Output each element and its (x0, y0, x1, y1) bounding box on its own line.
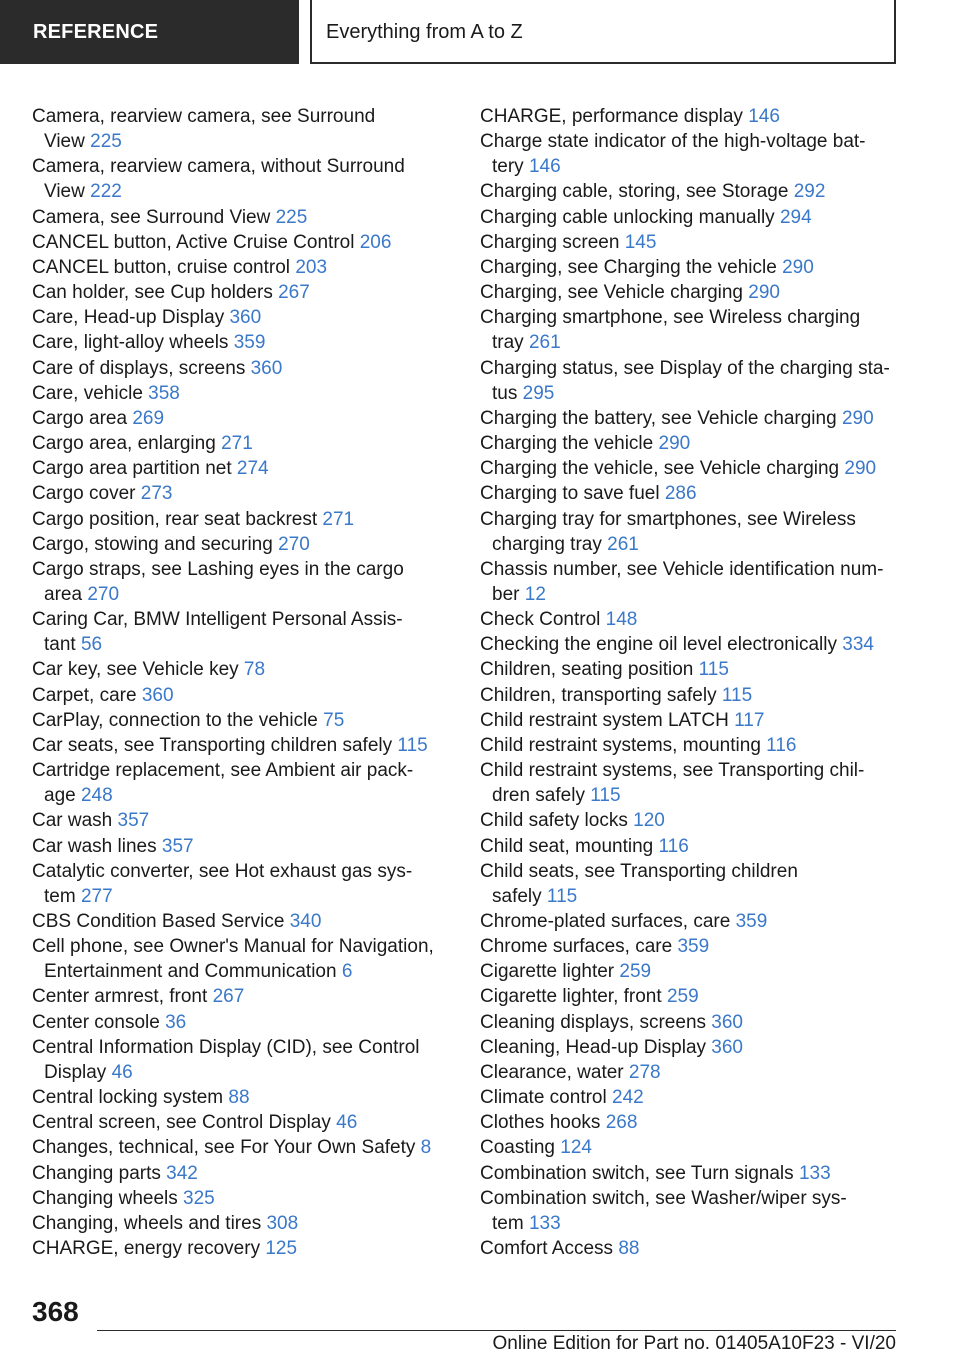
index-entry (480, 607, 900, 632)
index-entry-text: Car wash (32, 810, 113, 832)
index-entry-text: Charge state indicator of the high-voltage bat- (480, 131, 866, 153)
index-entry-continuation (32, 129, 442, 154)
page-link[interactable]: 242 (612, 1087, 644, 1109)
index-entry-text: Comfort Access (480, 1238, 614, 1260)
index-entry (32, 456, 442, 481)
index-entry-text: Charging, see Vehicle charging (480, 282, 744, 304)
index-entry-text: CHARGE, performance display (480, 106, 743, 127)
index-entry (32, 758, 442, 783)
index-entry-text: Charging screen (480, 231, 620, 253)
index-entry (32, 255, 442, 280)
index-entry-continuation (480, 884, 900, 909)
page-link[interactable]: 115 (546, 885, 578, 907)
index-entry-text: safely (492, 885, 542, 907)
page-link[interactable]: 78 (243, 659, 266, 681)
index-entry-text: Changes, technical, see For Your Own Safety (32, 1137, 416, 1159)
index-entry-text: Charging the vehicle, see Vehicle charging (480, 458, 840, 480)
index-entry-text: Children, seating position (480, 659, 694, 681)
index-entry-text: Cell phone, see Owner's Manual for Navigation, (32, 936, 434, 958)
index-entry-text: CarPlay, connection to the vehicle (32, 709, 318, 731)
index-entry-continuation (480, 582, 900, 607)
index-entry-continuation (480, 1211, 900, 1236)
index-entry (480, 305, 900, 330)
index-entry-text: Cargo cover (32, 483, 136, 505)
page-link[interactable]: 248 (80, 785, 113, 807)
index-entry-text: Clearance, water (480, 1061, 624, 1083)
page-link[interactable]: 290 (844, 458, 877, 480)
page-link[interactable]: 46 (111, 1061, 133, 1083)
page-link[interactable]: 8 (420, 1137, 432, 1159)
index-entry-text: Can holder, see Cup holders (32, 282, 273, 304)
page-link[interactable]: 325 (183, 1187, 215, 1209)
index-entry-continuation (32, 884, 442, 909)
page-link[interactable]: 148 (605, 609, 638, 631)
index-entry (32, 205, 442, 230)
page-link[interactable]: 270 (87, 583, 120, 605)
index-entry-text: Chrome-plated surfaces, care (480, 911, 731, 932)
page-link[interactable]: 56 (80, 634, 103, 656)
index-entry-text: Cargo area partition net (32, 458, 232, 480)
index-entry-text: Combination switch, see Turn signals (480, 1162, 794, 1184)
index-entry-continuation (32, 1060, 442, 1085)
index-entry-text: Charging smartphone, see Wireless charging (480, 307, 861, 329)
index-entry-text: Central Information Display (CID), see Control (32, 1036, 420, 1058)
index-entry-text: tant (44, 634, 76, 656)
index-entry-text: Center armrest, front (32, 986, 208, 1008)
page-link[interactable]: 261 (528, 332, 561, 354)
index-entry-text: Catalytic converter, see Hot exhaust gas sys- (32, 860, 413, 882)
index-entry-text: Check Control (480, 609, 601, 631)
index-entry (480, 1010, 900, 1035)
index-entry-text: Cargo straps, see Lashing eyes in the cargo (32, 558, 404, 580)
page-link[interactable]: 259 (666, 986, 699, 1008)
index-entry-continuation (480, 783, 900, 808)
index-entry-text: Camera, rearview camera, without Surround (32, 156, 405, 178)
index-entry (480, 1060, 900, 1085)
index-entry-text: Clothes hooks (480, 1112, 601, 1134)
page-link[interactable]: 267 (278, 282, 310, 304)
index-entry-text: Charging the battery, see Vehicle charging (480, 407, 837, 429)
index-entry (480, 255, 900, 280)
index-entry-text: Car key, see Vehicle key (32, 659, 239, 681)
page-link[interactable]: 75 (323, 709, 345, 731)
index-entry-text: Coasting (480, 1137, 555, 1159)
index-entry (32, 305, 442, 330)
index-entry (32, 532, 442, 557)
index-entry (32, 984, 442, 1009)
index-entry (32, 1135, 442, 1160)
page-link[interactable]: 267 (212, 986, 245, 1008)
page-link[interactable]: 290 (782, 256, 814, 278)
page-link[interactable]: 6 (341, 961, 353, 983)
page-link[interactable]: 277 (80, 885, 113, 907)
index-entry-text: CANCEL button, cruise control (32, 256, 291, 278)
page-link[interactable]: 124 (560, 1137, 592, 1159)
index-entry (480, 481, 900, 506)
page-link[interactable]: 116 (658, 835, 689, 857)
page-link[interactable]: 357 (117, 810, 150, 832)
index-entry (32, 1035, 442, 1060)
index-entry (480, 280, 900, 305)
page-link[interactable]: 358 (148, 382, 180, 404)
index-entry-text: area (44, 583, 83, 605)
page-link[interactable]: 360 (711, 1036, 743, 1058)
index-entry (32, 909, 442, 934)
footer-edition: Online Edition for Part no. 01405A10F23 - VI/20 (492, 1333, 896, 1354)
page-link[interactable]: 115 (590, 785, 621, 807)
index-entry (480, 406, 900, 431)
page-link[interactable]: 203 (295, 256, 328, 278)
index-entry-continuation (32, 959, 442, 984)
page-link[interactable]: 115 (698, 659, 729, 681)
index-entry (480, 456, 900, 481)
index-entry (480, 834, 900, 859)
page-link[interactable]: 294 (779, 206, 812, 228)
index-entry (32, 733, 442, 758)
index-entry (480, 205, 900, 230)
page-link[interactable]: 359 (735, 911, 768, 932)
page-link[interactable]: 340 (289, 911, 322, 932)
index-entry-text: Cargo area (32, 407, 128, 429)
page-link[interactable]: 116 (766, 734, 797, 756)
page-title: Everything from A to Z (310, 0, 896, 64)
index-entry (32, 1161, 442, 1186)
index-entry-text: Child restraint systems, see Transporting chil- (480, 760, 865, 782)
index-entry-text: Charging cable unlocking manually (480, 206, 775, 228)
index-entry (32, 557, 442, 582)
index-entry (32, 280, 442, 305)
index-entry-text: Care of displays, screens (32, 357, 246, 379)
index-entry-text: CANCEL button, Active Cruise Control (32, 231, 355, 253)
index-entry-text: Changing parts (32, 1162, 161, 1184)
index-entry (480, 934, 900, 959)
page-link[interactable]: 46 (336, 1112, 358, 1134)
index-entry (32, 683, 442, 708)
page-link[interactable]: 292 (793, 181, 826, 203)
index-entry-text: Child restraint system LATCH (480, 709, 729, 731)
index-entry-text: Chrome surfaces, care (480, 936, 673, 958)
page-link[interactable]: 274 (236, 458, 269, 480)
index-entry-text: Child seat, mounting (480, 835, 654, 857)
index-entry (32, 1085, 442, 1110)
index-entry-text: Cleaning displays, screens (480, 1011, 707, 1033)
index-entry-text: ber (492, 583, 520, 605)
index-entry (480, 1110, 900, 1135)
index-entry-text: Cargo, stowing and securing (32, 533, 273, 555)
page-number: 368 (32, 1296, 79, 1327)
index-entry-text: Chassis number, see Vehicle identification num- (480, 558, 884, 580)
index-entry-text: tus (492, 382, 518, 404)
index-entry-text: Entertainment and Communication (44, 961, 337, 983)
page-link[interactable]: 271 (322, 508, 355, 530)
page-link[interactable]: 286 (664, 483, 697, 505)
index-entry-text: Changing, wheels and tires (32, 1212, 262, 1234)
index-entry (32, 330, 442, 355)
index-entry-continuation (32, 179, 442, 204)
index-entry-text: Child seats, see Transporting children (480, 860, 798, 882)
index-entry-text: dren safely (492, 785, 585, 807)
index-entry (32, 507, 442, 532)
index-entry-text: tem (44, 885, 76, 907)
index-entry (32, 934, 442, 959)
index-entry-text: Cartridge replacement, see Ambient air pack- (32, 760, 414, 782)
index-entry (480, 984, 900, 1009)
page-link[interactable]: 359 (233, 332, 266, 354)
index-entry (480, 959, 900, 984)
index-entry-continuation (32, 632, 442, 657)
index-entry-text: Charging cable, storing, see Storage (480, 181, 789, 203)
index-entry-text: age (44, 785, 76, 807)
index-entry (480, 1186, 900, 1211)
index-entry (32, 1110, 442, 1135)
index-entry-text: Charging the vehicle (480, 433, 654, 455)
index-entry (32, 381, 442, 406)
index-entry (480, 129, 900, 154)
index-entry (32, 154, 442, 179)
index-entry-text: Child restraint systems, mounting (480, 734, 761, 756)
index-entry (480, 104, 900, 129)
index-entry-text: Children, transporting safely (480, 684, 717, 706)
index-entry (480, 1085, 900, 1110)
index-entry-text: Caring Car, BMW Intelligent Personal Assis- (32, 609, 403, 631)
page-link[interactable]: 145 (624, 231, 657, 253)
page-link[interactable]: 357 (161, 835, 194, 857)
page-link[interactable]: 273 (140, 483, 173, 505)
index-entry-text: Camera, see Surround View (32, 206, 271, 228)
index-entry-text: Care, light-alloy wheels (32, 332, 229, 354)
index-entry-text: Charging tray for smartphones, see Wireless (480, 508, 856, 530)
page-link[interactable]: 259 (619, 961, 652, 983)
page-link[interactable]: 88 (228, 1087, 250, 1109)
page-link[interactable]: 261 (607, 533, 639, 555)
index-entry-text: Checking the engine oil level electronically (480, 634, 837, 656)
page-link[interactable]: 270 (278, 533, 310, 555)
page-link[interactable]: 133 (528, 1212, 561, 1234)
index-entry-text: CBS Condition Based Service (32, 911, 285, 932)
page-link[interactable]: 125 (265, 1238, 298, 1260)
page-link[interactable]: 117 (734, 709, 765, 731)
index-entry-text: Camera, rearview camera, see Surround (32, 106, 376, 127)
index-entry (32, 356, 442, 381)
index-entry-text: Central locking system (32, 1087, 224, 1109)
index-entry-text: tery (492, 156, 524, 178)
index-entry-text: View (44, 131, 85, 153)
index-entry (480, 1161, 900, 1186)
index-entry (32, 708, 442, 733)
index-entry-text: Care, Head-up Display (32, 307, 225, 329)
index-entry-text: Charging status, see Display of the charging sta- (480, 357, 890, 379)
index-entry (32, 104, 442, 129)
index-entry-continuation (480, 532, 900, 557)
index-entry (480, 507, 900, 532)
index-entry (480, 1135, 900, 1160)
index-entry (480, 632, 900, 657)
page-link[interactable]: 225 (90, 131, 122, 153)
section-header: REFERENCE (0, 0, 299, 64)
index-entry (480, 557, 900, 582)
page-link[interactable]: 360 (229, 307, 262, 329)
page-link[interactable]: 290 (748, 282, 780, 304)
index-entry (32, 230, 442, 255)
index-entry-text: tem (492, 1212, 524, 1234)
page-link[interactable]: 36 (165, 1011, 187, 1033)
index-entry (480, 179, 900, 204)
index-column-left (32, 104, 442, 1261)
page-link[interactable]: 115 (721, 684, 753, 706)
index-entry-text: Charging to save fuel (480, 483, 660, 505)
index-entry-text: Car wash lines (32, 835, 157, 857)
index-entry (480, 356, 900, 381)
index-entry-continuation (480, 154, 900, 179)
page-link[interactable]: 88 (618, 1238, 640, 1260)
index-entry (32, 834, 442, 859)
index-entry-text: Care, vehicle (32, 382, 143, 404)
page-link[interactable]: 225 (275, 206, 308, 228)
index-entry-text: Combination switch, see Washer/wiper sys- (480, 1187, 847, 1209)
index-entry (32, 1186, 442, 1211)
index-entry (480, 230, 900, 255)
index-entry (32, 1211, 442, 1236)
index-entry-text: Car seats, see Transporting children safely (32, 734, 393, 756)
page-link[interactable]: 290 (658, 433, 691, 455)
index-entry-text: Cigarette lighter (480, 961, 615, 983)
index-entry-continuation (32, 582, 442, 607)
page-link[interactable]: 290 (841, 407, 874, 429)
index-entry (32, 859, 442, 884)
page-link[interactable]: 360 (141, 684, 174, 706)
index-entry (32, 431, 442, 456)
page-link[interactable]: 12 (524, 583, 546, 605)
page-link[interactable]: 295 (522, 382, 555, 404)
index-entry-text: Child safety locks (480, 810, 628, 832)
index-entry-continuation (480, 381, 900, 406)
page-link[interactable]: 206 (359, 231, 392, 253)
index-entry-text: Display (44, 1061, 107, 1083)
index-entry-text: Climate control (480, 1087, 607, 1109)
index-entry (32, 657, 442, 682)
page-link[interactable]: 268 (605, 1112, 638, 1134)
index-entry (32, 1010, 442, 1035)
index-entry (480, 909, 900, 934)
index-entry-text: Cargo position, rear seat backrest (32, 508, 318, 530)
page-link[interactable]: 278 (628, 1061, 661, 1083)
index-entry-text: Charging, see Charging the vehicle (480, 256, 777, 278)
index-entry-text: Cleaning, Head-up Display (480, 1036, 707, 1058)
page-link[interactable]: 222 (90, 181, 122, 203)
index-entry (32, 808, 442, 833)
index-entry (32, 481, 442, 506)
index-entry (32, 607, 442, 632)
index-entry (480, 758, 900, 783)
page-link[interactable]: 359 (677, 936, 710, 958)
page-link[interactable]: 308 (266, 1212, 299, 1234)
index-column-right (480, 104, 900, 1261)
index-entry-text: charging tray (492, 533, 602, 555)
page-link[interactable]: 146 (748, 106, 780, 127)
index-entry (32, 406, 442, 431)
page-link[interactable]: 360 (250, 357, 283, 379)
index-entry (32, 1236, 442, 1261)
index-entry (480, 859, 900, 884)
page-link[interactable]: 146 (528, 156, 561, 178)
index-entry-text: Carpet, care (32, 684, 137, 706)
index-entry (480, 708, 900, 733)
page-link[interactable]: 133 (798, 1162, 831, 1184)
index-entry (480, 657, 900, 682)
index-entry-text: tray (492, 332, 524, 354)
index-entry (480, 733, 900, 758)
page-link[interactable]: 269 (132, 407, 165, 429)
index-entry (480, 431, 900, 456)
index-entry-text: View (44, 181, 85, 203)
index-entry-text: CHARGE, energy recovery (32, 1238, 261, 1260)
index-entry-text: Cigarette lighter, front (480, 986, 662, 1008)
index-entry (480, 1236, 900, 1261)
index-entry (480, 808, 900, 833)
footer-divider (97, 1330, 896, 1331)
index-entry (480, 683, 900, 708)
index-entry-text: Cargo area, enlarging (32, 433, 216, 455)
page-link[interactable]: 360 (711, 1011, 743, 1033)
page-link[interactable]: 334 (842, 634, 874, 656)
index-entry-continuation (480, 330, 900, 355)
page-link[interactable]: 120 (633, 810, 665, 832)
index-entry (480, 1035, 900, 1060)
index-entry-text: Changing wheels (32, 1187, 178, 1209)
page-link[interactable]: 271 (221, 433, 253, 455)
index-entry-text: Central screen, see Control Display (32, 1112, 331, 1134)
page-link[interactable]: 115 (397, 734, 428, 756)
index-entry-text: Center console (32, 1011, 160, 1033)
index-entry-continuation (32, 783, 442, 808)
page-link[interactable]: 342 (166, 1162, 198, 1184)
